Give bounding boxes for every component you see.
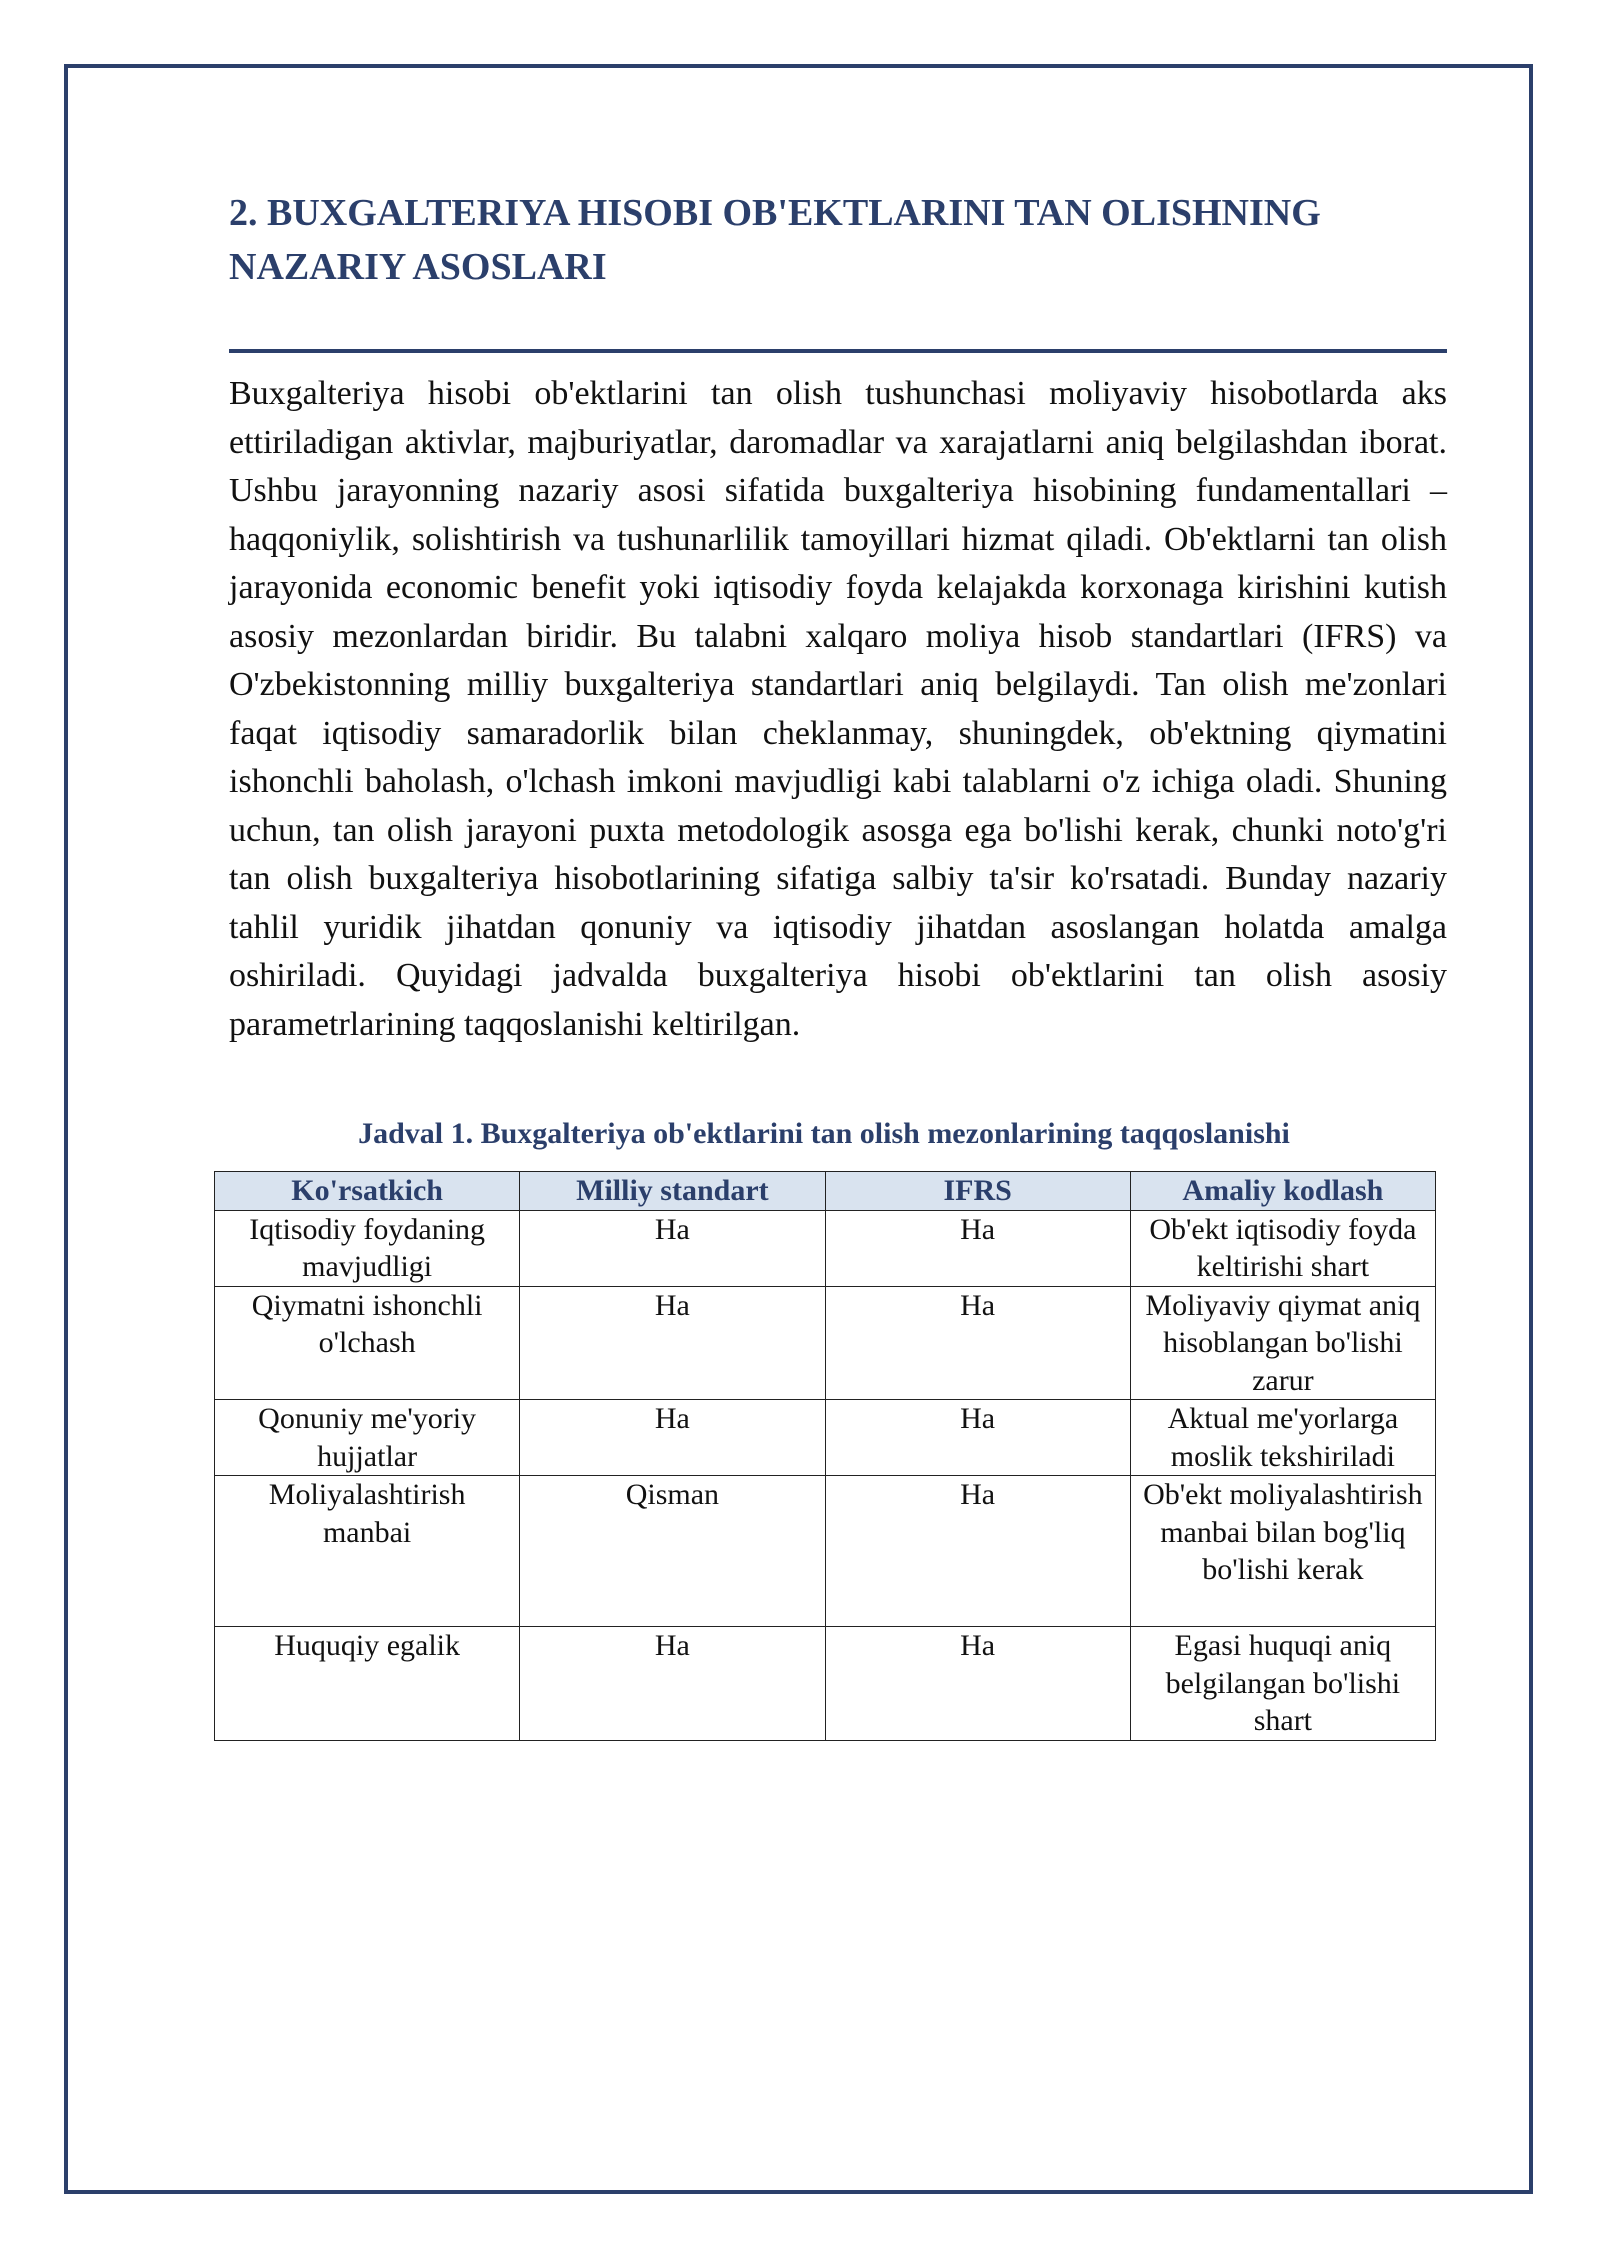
table-row [215,1476,1436,1627]
table-cell: Qiymatni ishonchli o'lchash [215,1286,520,1400]
table-cell: Moliyaviy qiymat aniq hisoblangan bo'lishi zarur [1130,1286,1435,1400]
table-cell: Ha [825,1476,1130,1627]
table-cell: Iqtisodiy foydaning mavjudligi [215,1210,520,1286]
table-cell: Egasi huquqi aniq belgilangan bo'lishi shart [1130,1627,1435,1741]
header-cell: Milliy standart [520,1172,825,1211]
table-cell: Ha [520,1286,825,1400]
table-row [215,1400,1436,1476]
table-cell: Aktual me'yorlarga moslik tekshiriladi [1130,1400,1435,1476]
header-cell: Ko'rsatkich [215,1172,520,1211]
table-cell: Ha [520,1400,825,1476]
table-cell: Ha [825,1210,1130,1286]
header-cell: IFRS [825,1172,1130,1211]
table-cell: Ob'ekt iqtisodiy foyda keltirishi shart [1130,1210,1435,1286]
table-cell: Qisman [520,1476,825,1627]
table-cell: Ha [825,1627,1130,1741]
table-cell: Ha [825,1286,1130,1400]
table-cell: Ha [520,1627,825,1741]
header-cell: Amaliy kodlash [1130,1172,1435,1211]
table-row [215,1210,1436,1286]
table-cell: Moliyalashtirish manbai [215,1476,520,1627]
table-row [215,1627,1436,1741]
table-cell: Qonuniy me'yoriy hujjatlar [215,1400,520,1476]
body-paragraph: Buxgalteriya hisobi ob'ektlarini tan olish tushunchasi moliyaviy hisobotlarda aks ettiriladigan aktivlar, majburiyatlar, daromadlar va xarajatlarni aniq belgilashdan iborat. Ushbu jarayonning nazariy asosi sifatida buxgalteriya hisobining fundamentallari – haqqoniylik, solishtirish va tushunarlilik tamoyillari hizmat qiladi. Ob'ektlarni tan olish jarayonida economic benefit yoki iqtisodiy foyda kelajakda korxonaga kirishini kutish asosiy mezonlardan biridir. Bu talabni xalqaro moliya hisob standartlari (IFRS) va O'zbekistonning milliy buxgalteriya standartlari aniq belgilaydi. Tan olish me'zonlari faqat iqtisodiy samaradorlik bilan cheklanmay, shuningdek, ob'ektning qiymatini ishonchli baholash, o'lchash imkoni mavjudligi kabi talablarni o'z ichiga oladi. Shuning uchun, tan olish jarayoni puxta metodologik asosga ega bo'lishi kerak, chunki noto'g'ri tan olish buxgalteriya hisobotlarining sifatiga salbiy ta'sir ko'rsatadi. Bunday nazariy tahlil yuridik jihatdan qonuniy va iqtisodiy jihatdan asoslangan holatda amalga oshiriladi. Quyidagi jadvalda buxgalteriya hisobi ob'ektlarini tan olish asosiy parametrlarining taqqoslanishi keltirilgan. [229,375,1447,1043]
comparison-table [214,1171,1436,1741]
table-header-row [215,1172,1436,1211]
table-row [215,1286,1436,1400]
heading-divider [229,349,1447,353]
table-cell: Huquqiy egalik [215,1627,520,1741]
table-cell: Ob'ekt moliyalashtirish manbai bilan bog'liq bo'lishi kerak [1130,1476,1435,1627]
table-cell: Ha [825,1400,1130,1476]
section-heading: 2. BUXGALTERIYA HISOBI OB'EKTLARINI TAN OLISHNING NAZARIY ASOSLARI [229,192,1321,288]
table-cell: Ha [520,1210,825,1286]
table-caption: Jadval 1. Buxgalteriya ob'ektlarini tan olish mezonlarining taqqoslanishi [358,1117,1290,1150]
